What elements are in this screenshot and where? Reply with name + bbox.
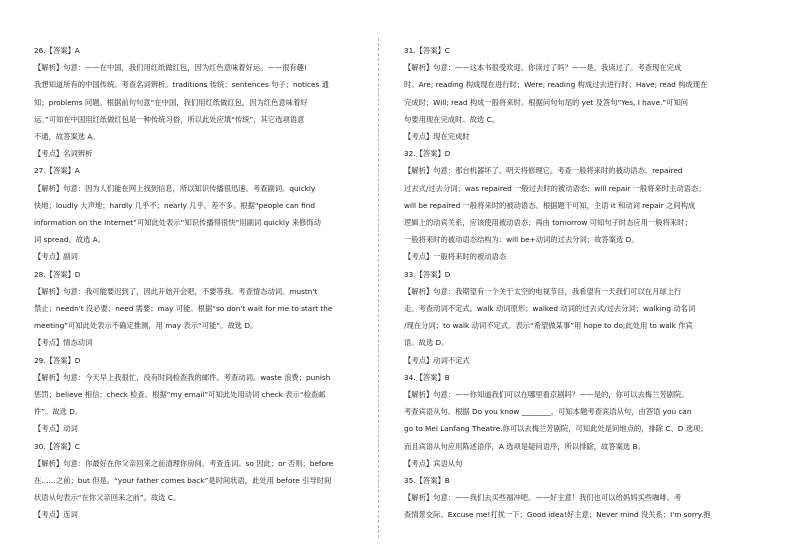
column-divider bbox=[378, 38, 379, 538]
explanation-line: 【解析】句意：——你知道我们可以在哪里看京剧吗？——是的，你可以去梅兰芳剧院。 bbox=[404, 390, 689, 400]
topic-line: 【考点】现在完成时 bbox=[404, 132, 470, 142]
explanation-line: 语。故选 D。 bbox=[404, 338, 449, 348]
explanation-line: /现在分词；to walk 动词不定式。表示“希望做某事”用 hope to do;此处用 to walk 作宾 bbox=[404, 321, 693, 331]
answer-line: 27.【答案】A bbox=[34, 166, 80, 176]
explanation-line: 【解析】句意：——在中国，我们用红纸做红包，因为红色意味着好运。——很有趣! bbox=[34, 63, 307, 73]
explanation-line: 禁止；needn't 没必要；need 需要；may 可能。根据“so don't wait for me to start the bbox=[34, 304, 333, 314]
topic-line: 【考点】动词 bbox=[34, 424, 78, 434]
explanation-line: 状语从句表示“在你父亲回来之前”。故选 C。 bbox=[34, 493, 181, 503]
question-27 bbox=[34, 162, 356, 265]
right-column bbox=[404, 42, 726, 524]
question-31 bbox=[404, 42, 726, 145]
explanation-line: go to Mei Lanfang Theatre.你可以去梅兰芳剧院，可知此处是问地点的，排除 C、D 选项； bbox=[404, 424, 708, 434]
answer-line: 33.【答案】D bbox=[404, 269, 451, 279]
explanation-line: 惩罚；believe 相信；check 检查。根据“my email”可知此处用动词 check 表示“检查邮 bbox=[34, 390, 326, 400]
explanation-line: will be repaired 一般将来时的被动语态。根据题干可知，主语 it 和动词 repair 之间构成 bbox=[404, 200, 696, 210]
explanation-line: 在……之前；but 但是。“your father comes back”是时间状语，此处用 before 引导时间 bbox=[34, 476, 332, 486]
question-28 bbox=[34, 266, 356, 352]
explanation-line: 逻辑上的动宾关系，应该使用被动语态；再由 tomorrow 可知句子时态应用一般将来时； bbox=[404, 218, 692, 228]
explanation-line: 时。Are; reading 构成现在进行时；Were; reading 构成过去进行时；Have; read 构成现在 bbox=[404, 80, 708, 90]
topic-line: 【考点】副词 bbox=[34, 252, 78, 262]
explanation-line: 一般将来时的被动语态结构为：will be+动词的过去分词；故答案选 D。 bbox=[404, 235, 639, 245]
left-column bbox=[34, 42, 356, 524]
answer-line: 31.【答案】C bbox=[404, 46, 450, 55]
explanation-line: 件”。故选 D。 bbox=[34, 407, 83, 417]
topic-line: 【考点】连词 bbox=[34, 510, 78, 520]
answer-line: 34.【答案】B bbox=[404, 372, 450, 382]
explanation-line: 【解析】句意：今天早上我很忙，没有时间检查我的邮件。考查动词。waste 浪费；punish bbox=[34, 372, 331, 382]
explanation-line: 我想知道所有的中国传统。考查名词辨析。traditions 传统；sentences 句子；notices 通 bbox=[34, 80, 329, 90]
question-26 bbox=[34, 42, 356, 162]
explanation-line: 查情景交际。Excuse me!打扰一下；Good idea!好主意；Never mind 没关系；I'm sorry.抱 bbox=[404, 510, 711, 520]
explanation-line: 词 spread。故选 A。 bbox=[34, 235, 105, 245]
explanation-line: 【解析】句意：那台机器坏了。明天将修理它。考查一般将来时的被动语态。repaired bbox=[404, 166, 683, 176]
topic-line: 【考点】动词不定式 bbox=[404, 355, 470, 365]
answer-line: 26.【答案】A bbox=[34, 46, 80, 55]
answer-line: 30.【答案】C bbox=[34, 441, 80, 451]
explanation-line: 【解析】句意：你最好在你父亲回来之前清理你房间。考查连词。so 因此；or 否则；before bbox=[34, 458, 334, 468]
explanation-line: 句要用现在完成时。故选 C。 bbox=[404, 114, 499, 124]
explanation-line: 走。考查动词不定式。walk 动词原形；walked 动词的过去式/过去分词；walking 动名词 bbox=[404, 304, 696, 314]
question-32 bbox=[404, 145, 726, 265]
answer-line: 32.【答案】D bbox=[404, 149, 451, 159]
explanation-line: 考查宾语从句。根据 Do you know ________，可知本题考查宾语从句，由答语 you can bbox=[404, 407, 692, 417]
explanation-line: 【解析】句意：我期望有一个关于太空的电视节目，我希望有一天我们可以在月球上行 bbox=[404, 286, 682, 296]
explanation-line: meeting”可知此处表示不确定推测，用 may 表示“可能”。故选 D。 bbox=[34, 321, 258, 331]
explanation-line: 知；problems 问题。根据前句句意“在中国，我们用红纸做红包，因为红色意味着好 bbox=[34, 97, 308, 107]
topic-line: 【考点】情态动词 bbox=[34, 338, 93, 348]
explanation-line: 不通，故答案选 A。 bbox=[34, 132, 100, 142]
question-34 bbox=[404, 369, 726, 472]
explanation-line: 【解析】句意：因为人们能在网上找到信息，所以知识传播很迅速。考查副词。quickly bbox=[34, 183, 316, 193]
explanation-line: information on the Internet”可知此处表示“知识传播得很快”用副词 quickly 来修饰动 bbox=[34, 218, 321, 228]
question-35 bbox=[404, 472, 726, 524]
explanation-line: 过去式/过去分词；was repaired 一般过去时的被动语态；will repair 一般将来时主动语态； bbox=[404, 183, 706, 193]
explanation-line: 完成时；Will; read 构成一般将来时。根据问句句尾的 yet 及答句“Yes, I have.”可知问 bbox=[404, 97, 689, 107]
explanation-line: 【解析】句意：我可能要迟到了，因此开始开会吧，不要等我。考查情态动词。mustn't bbox=[34, 286, 318, 296]
topic-line: 【考点】宾语从句 bbox=[404, 458, 463, 468]
explanation-line: 快地；loudly 大声地；hardly 几乎不；nearly 几乎，差不多。根据“people can find bbox=[34, 200, 315, 210]
explanation-line: 【解析】句意：——这本书很受欢迎。你读过了吗？——是，我读过了。考查现在完成 bbox=[404, 63, 682, 73]
explanation-line: 而且宾语从句应用陈述语序，A 选项是疑问语序，所以排除，故答案选 B。 bbox=[404, 441, 645, 451]
topic-line: 【考点】名词辨析 bbox=[34, 149, 93, 159]
question-30 bbox=[34, 438, 356, 524]
answer-line: 35.【答案】B bbox=[404, 476, 450, 486]
topic-line: 【考点】一般将来时的被动语态 bbox=[404, 252, 507, 262]
answer-line: 29.【答案】D bbox=[34, 355, 81, 365]
explanation-line: 【解析】句意：——我们去买些福冲吧。——好主意！我们也可以给妈妈买些咖啡。考 bbox=[404, 493, 682, 503]
question-33 bbox=[404, 266, 726, 369]
answer-line: 28.【答案】D bbox=[34, 269, 81, 279]
explanation-line: 运。”可知在中国用红纸做红包是一种传统习俗，所以此处应填“传统”，其它选项语意 bbox=[34, 114, 305, 124]
question-29 bbox=[34, 352, 356, 438]
